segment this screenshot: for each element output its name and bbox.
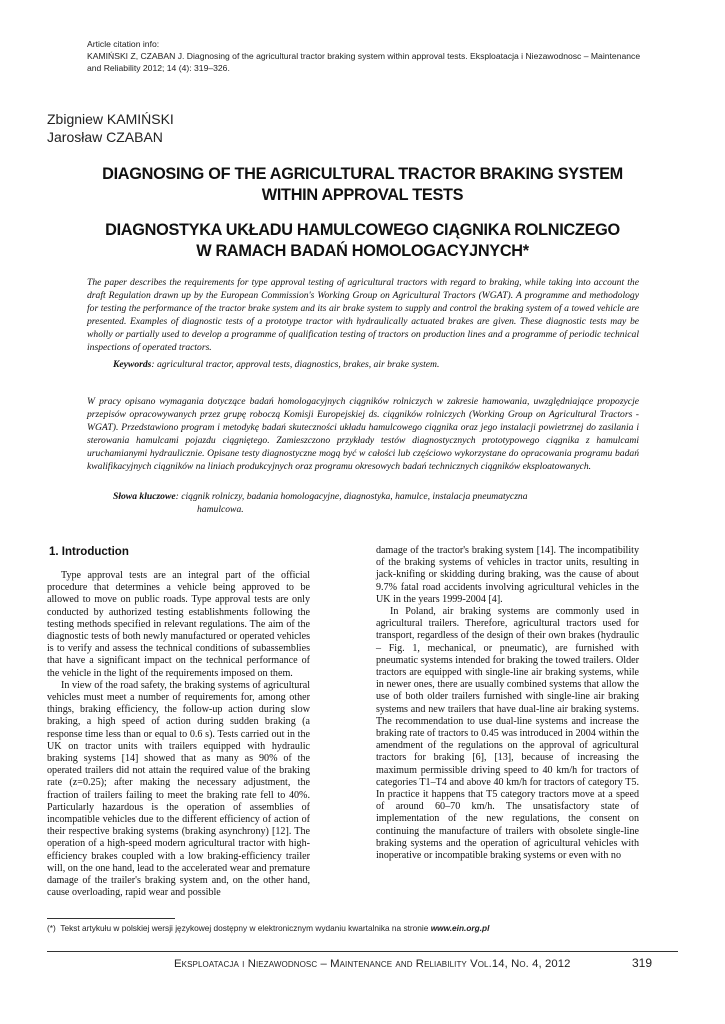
footnote-mark: (*) (47, 923, 56, 933)
keywords-english (113, 358, 439, 371)
title-line: DIAGNOSING OF THE AGRICULTURAL TRACTOR BRAKING SYSTEM (102, 165, 623, 183)
footer-divider (47, 951, 678, 952)
keywords-polish (113, 490, 613, 516)
body-paragraph: In Poland, air braking systems are commonly used in agricultural trailers. Therefore, agricultural tractors used for transport, regardless of the design of their own brakes (hydraulic – Fig. 1, mechanical, or pneumatic), are furnished with pneumatic systems intended for braking the towed trailers. Older tractors are equipped with single-line air braking systems, while in newer ones, there are usually combined systems that allow the use of both older trailers furnished with single-line air braking systems and new trailers that have dual-line air braking systems. The recommendation to use dual-line systems and increase the braking rate of tractors to 0.45 was introduced in 2004 within the amendment of the regulations on the approval of agricultural tractors for braking [6], [13], because of increasing the maximum permissible driving speed to 40 km/h for tractors of categories T1–T4 and above 40 km/h for tractors of category T5. In practice it happens that T5 category tractors move at a speed of around 60–70 km/h. The unsatisfactory state of implementation of the new regulations, the consent on continuing the manufacture of trailers with obsolete single-line braking systems and the operation of agricultural vehicles with inoperative or incompatible braking systems or even with no (376, 606, 639, 862)
body-column-right (376, 545, 639, 862)
section-heading-introduction: 1. Introduction (49, 546, 129, 558)
keywords-label: Słowa kluczowe (113, 491, 176, 502)
title-line: WITHIN APPROVAL TESTS (261, 186, 464, 204)
author-list (47, 110, 174, 146)
keywords-text: : agricultural tractor, approval tests, diagnostics, brakes, air brake system. (151, 359, 440, 370)
citation-label: Article citation info: (87, 39, 160, 49)
title-polish (60, 220, 665, 262)
footnote (47, 923, 489, 934)
title-line: W RAMACH BADAŃ HOMOLOGACYJNYCH* (196, 242, 529, 260)
citation-text: KAMIŃSKI Z, CZABAN J. Diagnosing of the agricultural tractor braking system within approval tests. Eksploatacja i Niezawodnosc – Maintenance and Reliability 2012; 14 (4): 319–326. (87, 51, 641, 73)
footer-journal-info: Eksploatacja i Niezawodnosc – Maintenance and Reliability Vol.14, No. 4, 2012 (174, 958, 571, 970)
footnote-divider (47, 918, 175, 919)
page-number: 319 (632, 956, 653, 970)
keywords-label: Keywords (113, 359, 152, 370)
body-paragraph: In view of the road safety, the braking systems of agricultural vehicles must meet a number of requirements for, among other things, braking efficiency, the follow-up action during slow braking, a high speed of action during sudden braking (a response time less than or equal to 0.6 s). Tests carried out in the UK on tractor units with trailers equipped with hydraulic braking systems [14] showed that as many as 90% of the operated trailers did not attain the required value of the braking rate (z=0.25); after making the necessary adjustment, the fraction of trailers failing to meet the braking rate fell to 40%. Particularly hazardous is the operation of assemblies of incompatible vehicles due to the different efficiency of action of their respective braking systems (braking asynchrony) [12]. The operation of a high-speed modern agricultural tractor with high-efficiency brakes coupled with a low braking-efficiency trailer will, on the one hand, lead to the accelerated wear and premature damage of the trailer's braking system and, on the other hand, cause overloading, rapid wear and possible (47, 679, 310, 899)
abstract-english: The paper describes the requirements for type approval testing of agricultural tractors with regard to braking, while taking into account the draft Regulation drawn up by the European Commission's Working Group on Agricultural Tractors (WGAT). A programme and methodology for testing the performance of the tractor brake system and its air brake system to supply and control the braking system of a towed vehicle are presented. Examples of diagnostic tests of a prototype tractor with hydraulically actuated brakes are given. These diagnostic tests may be wholly or partially used to develop a programme of qualification testing of tractors on production lines and a programme of periodic technical inspections of operated tractors. (87, 277, 639, 354)
author-name: Jarosław CZABAN (47, 129, 163, 145)
body-paragraph: Type approval tests are an integral part of the official procedure that determines a vehicle being approved to be allowed to move on public roads. Type approval tests are only conducted by authorized testing establishments following the testing methods specified in relevant regulations. The aim of the diagnostic tests of both newly manufactured or operated vehicles is to verify and assess the technical conditions of subassemblies that have a significant impact on the technical performance of the vehicle in the light of the requirements imposed on them. (47, 570, 310, 679)
keywords-text-continued: hamulcowa. (197, 504, 244, 516)
title-english (60, 164, 665, 206)
title-line: DIAGNOSTYKA UKŁADU HAMULCOWEGO CIĄGNIKA ROLNICZEGO (105, 221, 620, 239)
keywords-text: : ciągnik rolniczy, badania homologacyjne, diagnostyka, hamulce, instalacja pneumatyczna (175, 491, 528, 502)
body-column-left (47, 545, 310, 899)
article-citation (87, 38, 647, 74)
journal-website-link[interactable]: www.ein.org.pl (430, 923, 490, 933)
footnote-text: Tekst artykułu w polskiej wersji językowej dostępny w elektronicznym wydaniu kwartalnika na stronie (60, 923, 429, 933)
abstract-polish: W pracy opisano wymagania dotyczące badań homologacyjnych ciągników rolniczych w zakresie hamowania, uwzględniające propozycje przepisów opracowywanych przez grupę roboczą Komisji Europejskiej ds. ciągników rolniczych (Working Group on Agricultural Tractors - WGAT). Przedstawiono program i metodykę badań skuteczności układu hamulcowego ciągnika oraz jego instalacji powietrznej do zasilania i sterowania hamulcami pojazdu ciągniętego. Zamieszczono przykłady testów diagnostycznych prototypowego ciągnika z hamulcami uruchamianymi hydraulicznie. Opisane testy diagnostyczne mogą być w całości lub częściowo wykorzystane do opracowania programu badań kwalifikacyjnych ciągników na liniach produkcyjnych oraz programu okresowych badań technicznych ciągników eksploatowanych. (87, 396, 639, 473)
author-name: Zbigniew KAMIŃSKI (47, 111, 174, 127)
body-paragraph: damage of the tractor's braking system [14]. The incompatibility of the braking systems of vehicles in tractor units, resulting in jack-knifing or skidding during braking, was the cause of about 9.7% fatal road accidents involving agricultural vehicles in the UK in the years 1999-2004 [4]. (376, 545, 639, 605)
